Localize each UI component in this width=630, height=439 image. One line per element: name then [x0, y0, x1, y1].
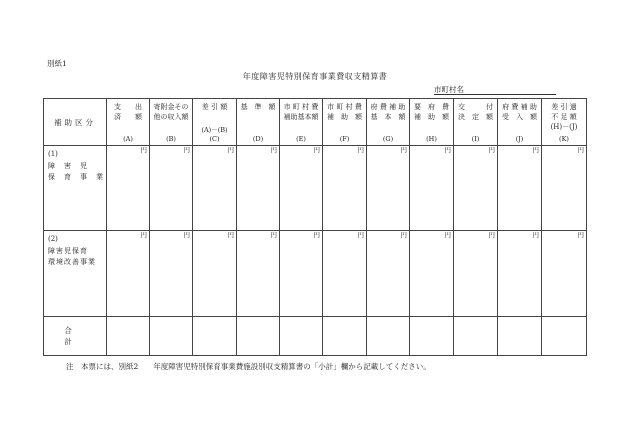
column-header-label	[325, 102, 364, 122]
column-header-formula: (A)－(B)	[201, 126, 228, 134]
document-title: 年度障害児特別保育事業費収支精算書	[242, 72, 388, 81]
row-label-line1: 障 害 児	[48, 162, 88, 170]
municipality-name-line	[434, 94, 556, 95]
column-header-line: 補 助 額	[327, 113, 362, 121]
amount-cell[interactable]	[107, 317, 150, 356]
yen-unit: 円	[140, 231, 147, 239]
column-code: (I)	[471, 135, 480, 143]
municipality-label: 市町村名	[434, 85, 464, 94]
column-header-label	[412, 102, 451, 122]
yen-unit: 円	[532, 146, 539, 154]
column-code: (J)	[515, 135, 524, 143]
amount-cell[interactable]	[410, 317, 454, 356]
amount-cell[interactable]	[454, 317, 498, 356]
amount-cell[interactable]	[237, 146, 280, 231]
column-header-label	[500, 102, 539, 122]
column-header-label	[369, 102, 407, 122]
column-code: (B)	[166, 135, 176, 143]
yen-unit: 円	[357, 231, 364, 239]
column-header-line: 支 出	[114, 103, 142, 111]
amount-cell[interactable]	[454, 146, 498, 231]
amount-cell[interactable]	[498, 146, 542, 231]
yen-unit: 円	[577, 231, 584, 239]
yen-unit: 円	[227, 231, 234, 239]
column-header-line: 済 額	[114, 113, 142, 121]
column-header	[280, 99, 323, 146]
yen-unit: 円	[488, 231, 495, 239]
yen-unit: 円	[400, 231, 407, 239]
column-header-label	[109, 102, 147, 122]
amount-cell[interactable]	[410, 146, 454, 231]
row-label-line1: 障害児保育	[48, 247, 88, 255]
column-header-line: 寄附金その	[153, 103, 189, 111]
column-code: (E)	[296, 135, 306, 143]
yen-unit: 円	[313, 231, 320, 239]
column-header-line: 決 定 額	[458, 113, 493, 121]
column-header	[454, 99, 498, 146]
column-code: (K)	[559, 135, 569, 143]
amount-cell[interactable]	[498, 317, 542, 356]
yen-unit: 円	[183, 146, 190, 154]
column-header	[237, 99, 280, 146]
column-header-line: 市 町 村 費	[283, 103, 319, 111]
column-code: (C)	[209, 135, 220, 143]
yen-unit: 円	[444, 146, 451, 154]
column-code: (H)	[426, 135, 437, 143]
amount-cell[interactable]	[323, 146, 367, 231]
amount-cell[interactable]	[280, 317, 323, 356]
column-header	[150, 99, 193, 146]
column-header-label	[544, 102, 584, 132]
amount-cell[interactable]	[193, 231, 237, 317]
category-cell	[44, 231, 107, 317]
column-header-label	[152, 102, 190, 122]
total-label: 合 計	[44, 317, 107, 356]
yen-unit: 円	[140, 146, 147, 154]
amount-cell[interactable]	[323, 231, 367, 317]
row-label-line2: 環境改善事業	[48, 258, 96, 266]
category-header: 補助区分	[44, 99, 107, 146]
column-header-line: 差 引 過	[551, 103, 577, 111]
column-header	[410, 99, 454, 146]
amount-cell[interactable]	[542, 317, 587, 356]
yen-unit: 円	[577, 146, 584, 154]
column-code: (D)	[252, 135, 264, 143]
yen-unit: 円	[357, 146, 364, 154]
column-header-label	[195, 102, 234, 112]
column-header-line: 要 府 費	[414, 103, 449, 111]
column-code: (G)	[382, 135, 394, 143]
amount-cell[interactable]	[280, 231, 323, 317]
amount-cell[interactable]	[150, 317, 193, 356]
amount-cell[interactable]	[410, 231, 454, 317]
amount-cell[interactable]	[367, 146, 410, 231]
header-row	[44, 99, 587, 146]
column-header-label	[456, 102, 495, 122]
amount-cell[interactable]	[150, 231, 193, 317]
column-header	[193, 99, 237, 146]
column-header	[323, 99, 367, 146]
column-header-line: 基 本 額	[370, 113, 406, 121]
amount-cell[interactable]	[107, 231, 150, 317]
column-header-line: 差 引 額	[201, 103, 228, 111]
yen-unit: 円	[400, 146, 407, 154]
column-header-line: 補 助 額	[414, 113, 449, 121]
amount-cell[interactable]	[237, 231, 280, 317]
yen-unit: 円	[227, 146, 234, 154]
yen-unit: 円	[444, 231, 451, 239]
amount-cell[interactable]	[367, 231, 410, 317]
yen-unit: 円	[270, 146, 277, 154]
category-cell	[44, 146, 107, 231]
column-header-line: 基 準 額	[240, 103, 276, 111]
amount-cell[interactable]	[150, 146, 193, 231]
yen-unit: 円	[183, 231, 190, 239]
yen-unit: 円	[532, 231, 539, 239]
settlement-table	[43, 98, 587, 356]
column-header	[542, 99, 587, 146]
amount-cell[interactable]	[498, 231, 542, 317]
table-row	[44, 146, 587, 231]
amount-cell[interactable]	[237, 317, 280, 356]
amount-cell[interactable]	[367, 317, 410, 356]
amount-cell[interactable]	[193, 146, 237, 231]
yen-unit: 円	[488, 146, 495, 154]
column-header	[107, 99, 150, 146]
yen-unit: 円	[270, 231, 277, 239]
column-header-line: 補助基本額	[283, 113, 319, 121]
amount-cell[interactable]	[280, 146, 323, 231]
amount-cell[interactable]	[193, 317, 237, 356]
column-header-line: 交 付	[458, 103, 493, 111]
column-header	[498, 99, 542, 146]
column-header-label	[282, 102, 320, 122]
yen-unit: 円	[313, 146, 320, 154]
amount-cell[interactable]	[107, 146, 150, 231]
column-code: (A)	[123, 135, 133, 143]
column-header-line: (H)－(J)	[550, 123, 578, 131]
amount-cell[interactable]	[542, 231, 587, 317]
column-header-line: 受 入 額	[502, 113, 537, 121]
column-header-line: 府 費 補 助	[502, 103, 537, 111]
column-header-line: 他の収入額	[153, 113, 189, 121]
column-code: (F)	[339, 135, 350, 143]
row-number: (1)	[48, 150, 58, 158]
total-row	[44, 317, 587, 356]
column-header-label	[239, 102, 277, 112]
row-label-line2: 保 育 事 業	[48, 173, 104, 181]
amount-cell[interactable]	[454, 231, 498, 317]
column-header-line: 市 町 村 費	[327, 103, 362, 111]
column-header-line: 府 費 補 助	[370, 103, 406, 111]
column-header-line: 不 足 額	[551, 113, 577, 121]
column-header	[367, 99, 410, 146]
amount-cell[interactable]	[323, 317, 367, 356]
footnote: 注 本票には、別紙2 年度障害児特別保育事業費施設別収支精算書の「小計」欄から記載してください。	[66, 362, 431, 371]
row-number: (2)	[48, 235, 58, 243]
table-row	[44, 231, 587, 317]
amount-cell[interactable]	[542, 146, 587, 231]
form-label: 別紙1	[47, 59, 67, 68]
